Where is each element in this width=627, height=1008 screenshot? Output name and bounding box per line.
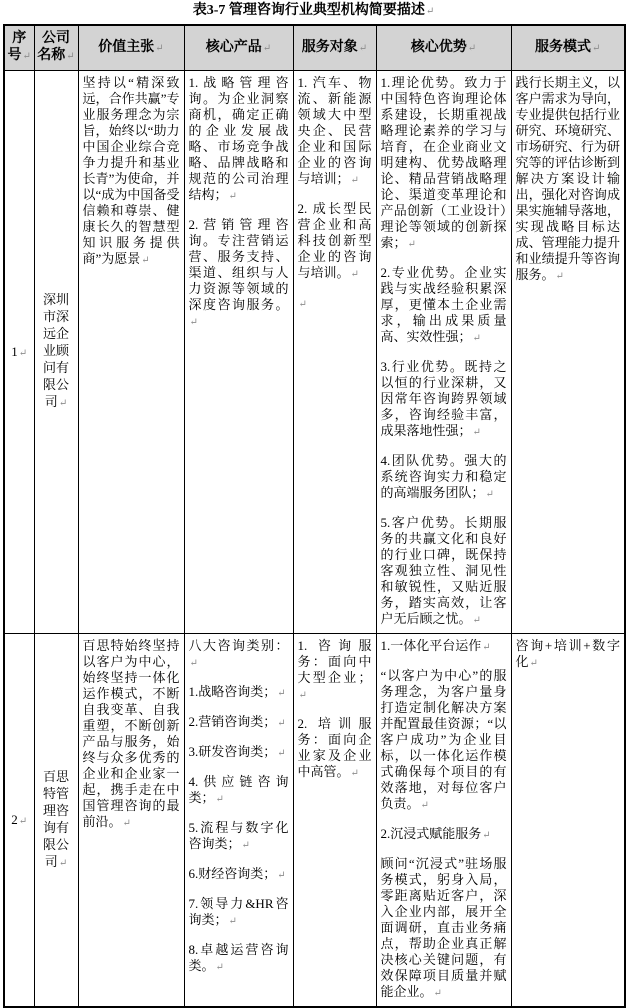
- paragraph: 坚持以“精深致远，合作共赢”专业服务理念为宗旨，始终以“助力中国企业综合竞争力提升和基业长青”为使命，并以“成为中国备受信赖和尊崇、健康长久的智慧型知识服务提供商”为愿景 ↵: [83, 75, 180, 269]
- table-title: 表3-7 管理咨询行业典型机构简要描述 ↵: [0, 0, 627, 24]
- table-row-shenyuan: [4, 70, 625, 633]
- header-cell-value-proposition: 价值主张 ↵: [78, 25, 184, 70]
- value-proposition-cell: [78, 633, 184, 1007]
- company-name: 百思特管理咨询有限公司 ↵: [34, 633, 78, 1007]
- paragraph: 4.供应链咨询类； ↵: [189, 774, 289, 808]
- paragraph: 2.专业优势。企业实践与实战经验积累深厚，更懂本土企业需求，输出成果质量高、实效性强； ↵: [381, 265, 507, 347]
- header-cell-core-advantages: 核心优势 ↵: [376, 25, 511, 70]
- paragraph: 1.战略咨询类； ↵: [189, 684, 289, 702]
- paragraph: 8.卓越运营咨询类。 ↵: [189, 942, 289, 976]
- paragraph: 2. 培训服务：面向企业家及企业中高管。 ↵: [298, 716, 372, 782]
- paragraph: 咨询+培训+数字化 ↵: [516, 638, 621, 672]
- paragraph: “以客户为中心”的服务理念，为客户量身打造定制化解决方案并配置最佳资源；“以客户成功”为企业目标，以一体化运作模式确保每个项目的有效落地，对每位客户负责。 ↵: [381, 668, 507, 814]
- paragraph: 4.团队优势。强大的系统咨询实力和稳定的高端服务团队； ↵: [381, 453, 507, 503]
- paragraph: 百思特始终坚持以客户为中心，始终坚持一体化运作模式，不断自我变革、自我重塑，不断创新产品与服务，始终与众多优秀的企业和企业家一起，携手走在中国管理咨询的最前沿。 ↵: [83, 638, 180, 832]
- header-cell-core-products: 核心产品 ↵: [184, 25, 293, 70]
- header-cell-service-model: 服务模式 ↵: [511, 25, 625, 70]
- paragraph: 1.一体化平台运作 ↵: [381, 638, 507, 656]
- paragraph: 5.流程与数字化咨询类； ↵: [189, 820, 289, 854]
- value-proposition-cell: [78, 70, 184, 633]
- consulting-firms-table: [3, 24, 626, 1008]
- paragraph: 2.营销咨询类； ↵: [189, 714, 289, 732]
- row-number: 1 ↵: [4, 70, 34, 633]
- core-products-cell: [184, 70, 293, 633]
- service-targets-cell: [293, 633, 376, 1007]
- paragraph: 7.领导力&HR咨询类； ↵: [189, 896, 289, 930]
- service-model-cell: [511, 70, 625, 633]
- paragraph: 5.客户优势。长期服务的共赢文化和良好的行业口碑，既保持客观独立性、洞见性和敏锐性，又贴近服务，踏实高效，让客户无后顾之忧。 ↵: [381, 515, 507, 629]
- header-cell-company-name: 公司名称 ↵: [34, 25, 78, 70]
- header-cell-serial-number: 序号 ↵: [4, 25, 34, 70]
- paragraph: 践行长期主义，以客户需求为导向，专业提供包括行业研究、环境研究、市场研究、行为研究等的评估诊断到解决方案设计输出，强化对咨询成果实施辅导落地，实现战略目标达成、管理能力提升和业绩提升等咨询服务。 ↵: [516, 75, 621, 285]
- row-number: 2 ↵: [4, 633, 34, 1007]
- core-advantages-cell: [376, 633, 511, 1007]
- paragraph: 3.研发咨询类； ↵: [189, 744, 289, 762]
- header-cell-service-targets: 服务对象 ↵: [293, 25, 376, 70]
- paragraph: 2.营销管理咨询。专注营销运营、服务支持、渠道、组织与人力资源等领域的深度咨询服务。 ↵: [189, 217, 289, 331]
- paragraph: 2. 成长型民营企业和高科技创新型企业的咨询与培训。 ↵: [298, 201, 372, 283]
- table-row-baisite: [4, 633, 625, 1007]
- paragraph: 1.理论优势。致力于中国特色咨询理论体系建设，长期重视战略理论素养的学习与培育，在企业商业文明建构、优势战略理论、精品营销战略理论、渠道变革理论和产品创新（工业设计）理论等领域的创新探索； ↵: [381, 75, 507, 253]
- table-header-row: [4, 25, 625, 70]
- paragraph: 顾问“沉浸式”驻场服务模式，躬身入局，零距离贴近客户，深入企业内部，展开全面调研，直击业务痛点，帮助企业真正解决核心关键问题，有效保障项目质量并赋能企业。 ↵: [381, 856, 507, 1002]
- paragraph: 八大咨询类别： ↵: [189, 638, 289, 672]
- paragraph: 3.行业优势。既持之以恒的行业深耕，又因常年咨询跨界领域多，咨询经验丰富，成果落地性强； ↵: [381, 359, 507, 441]
- paragraph: [298, 295, 372, 313]
- paragraph: 6.财经咨询类； ↵: [189, 866, 289, 884]
- company-name: 深圳市深远企业顾问有限公司 ↵: [34, 70, 78, 633]
- paragraph: 1.战略管理咨询。为企业洞察商机，确定正确的企业发展战略、市场竞争战略、品牌战略和规范的公司治理结构； ↵: [189, 75, 289, 205]
- paragraph: 1. 咨询服务：面向中大型企业； ↵: [298, 638, 372, 704]
- paragraph: 1. 汽车、物流、新能源领域大中型央企、民营企业和国际企业的咨询与培训； ↵: [298, 75, 372, 189]
- core-advantages-cell: [376, 70, 511, 633]
- service-model-cell: [511, 633, 625, 1007]
- service-targets-cell: [293, 70, 376, 633]
- paragraph: 2.沉浸式赋能服务 ↵: [381, 826, 507, 844]
- core-products-cell: [184, 633, 293, 1007]
